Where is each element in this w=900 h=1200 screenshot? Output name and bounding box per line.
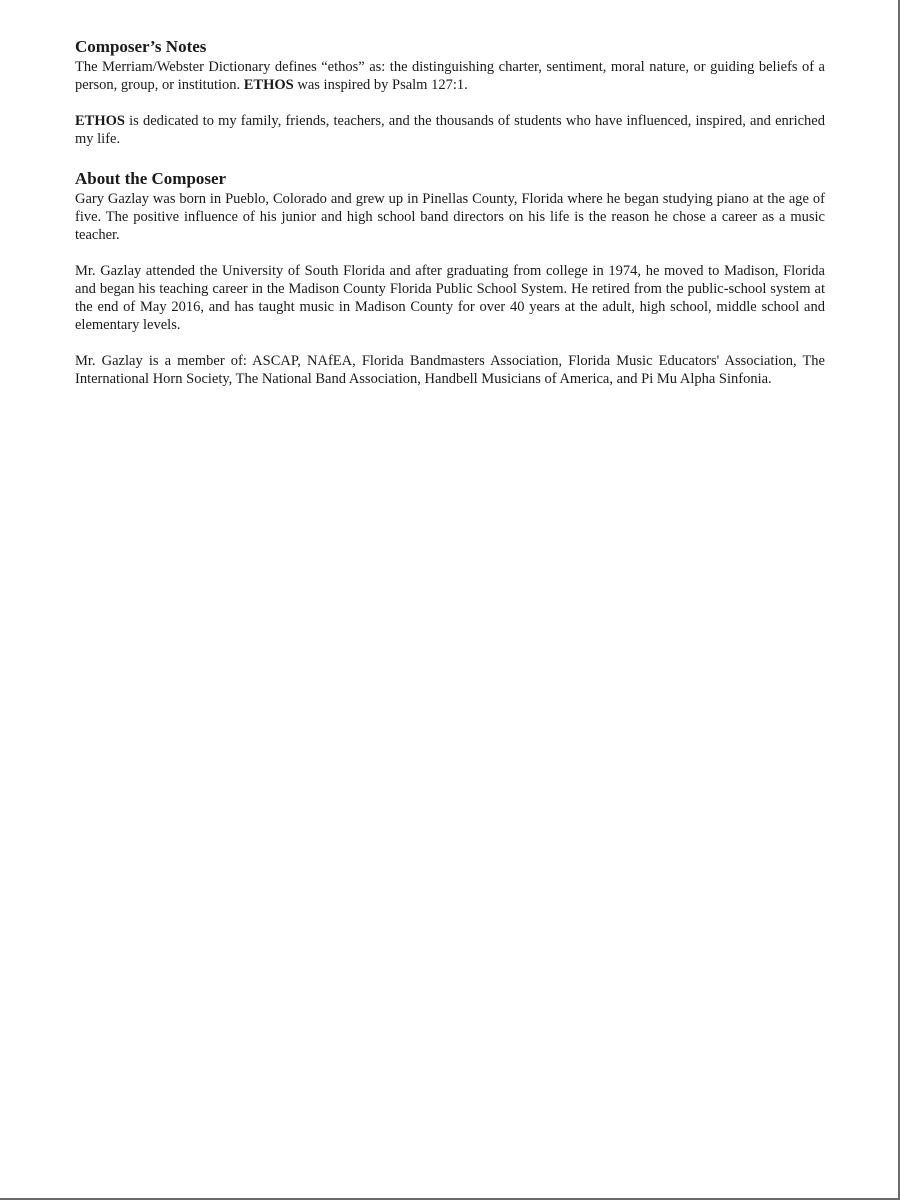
about-paragraph-2: Mr. Gazlay attended the University of South Florida and after graduating from college in 1974, he moved to Madison, Florida and began his teaching career in the Madison County Florida Public School System. He retired from the public-school system at the end of May 2016, and has taught music in Madison County for over 40 years at the adult, high school, middle school and elementary levels. — [75, 263, 825, 333]
about-paragraph-3: Mr. Gazlay is a member of: ASCAP, NAfEA, Florida Bandmasters Association, Florida Music Educators' Association, The International Horn Society, The National Band Association, Handbell Musicians of America, and Pi Mu Alpha Sinfonia. — [75, 353, 825, 387]
composers-notes-heading: Composer’s Notes — [75, 37, 207, 56]
notes-paragraph-2 — [75, 112, 825, 148]
document-page — [75, 36, 825, 388]
notes-p1-text: The Merriam/Webster Dictionary defines “ethos” as: the distinguishing charter, sentiment, moral nature, or guiding beliefs of a person, group, or institution. — [75, 59, 825, 93]
about-paragraph-1: Gary Gazlay was born in Pueblo, Colorado and grew up in Pinellas County, Florida where he began studying piano at the age of five. The positive influence of his junior and high school band directors on his life is the reason he chose a career as a music teacher. — [75, 191, 825, 243]
notes-p2-ethos: ETHOS — [75, 113, 125, 129]
notes-paragraph-1 — [75, 58, 825, 94]
notes-p2-text: is dedicated to my family, friends, teachers, and the thousands of students who have influenced, inspired, and enriched my life. — [75, 113, 825, 147]
about-composer-heading: About the Composer — [75, 169, 227, 188]
notes-p1-ethos: ETHOS — [243, 77, 294, 93]
notes-p1-tail: was inspired by Psalm 127:1. — [293, 77, 468, 93]
